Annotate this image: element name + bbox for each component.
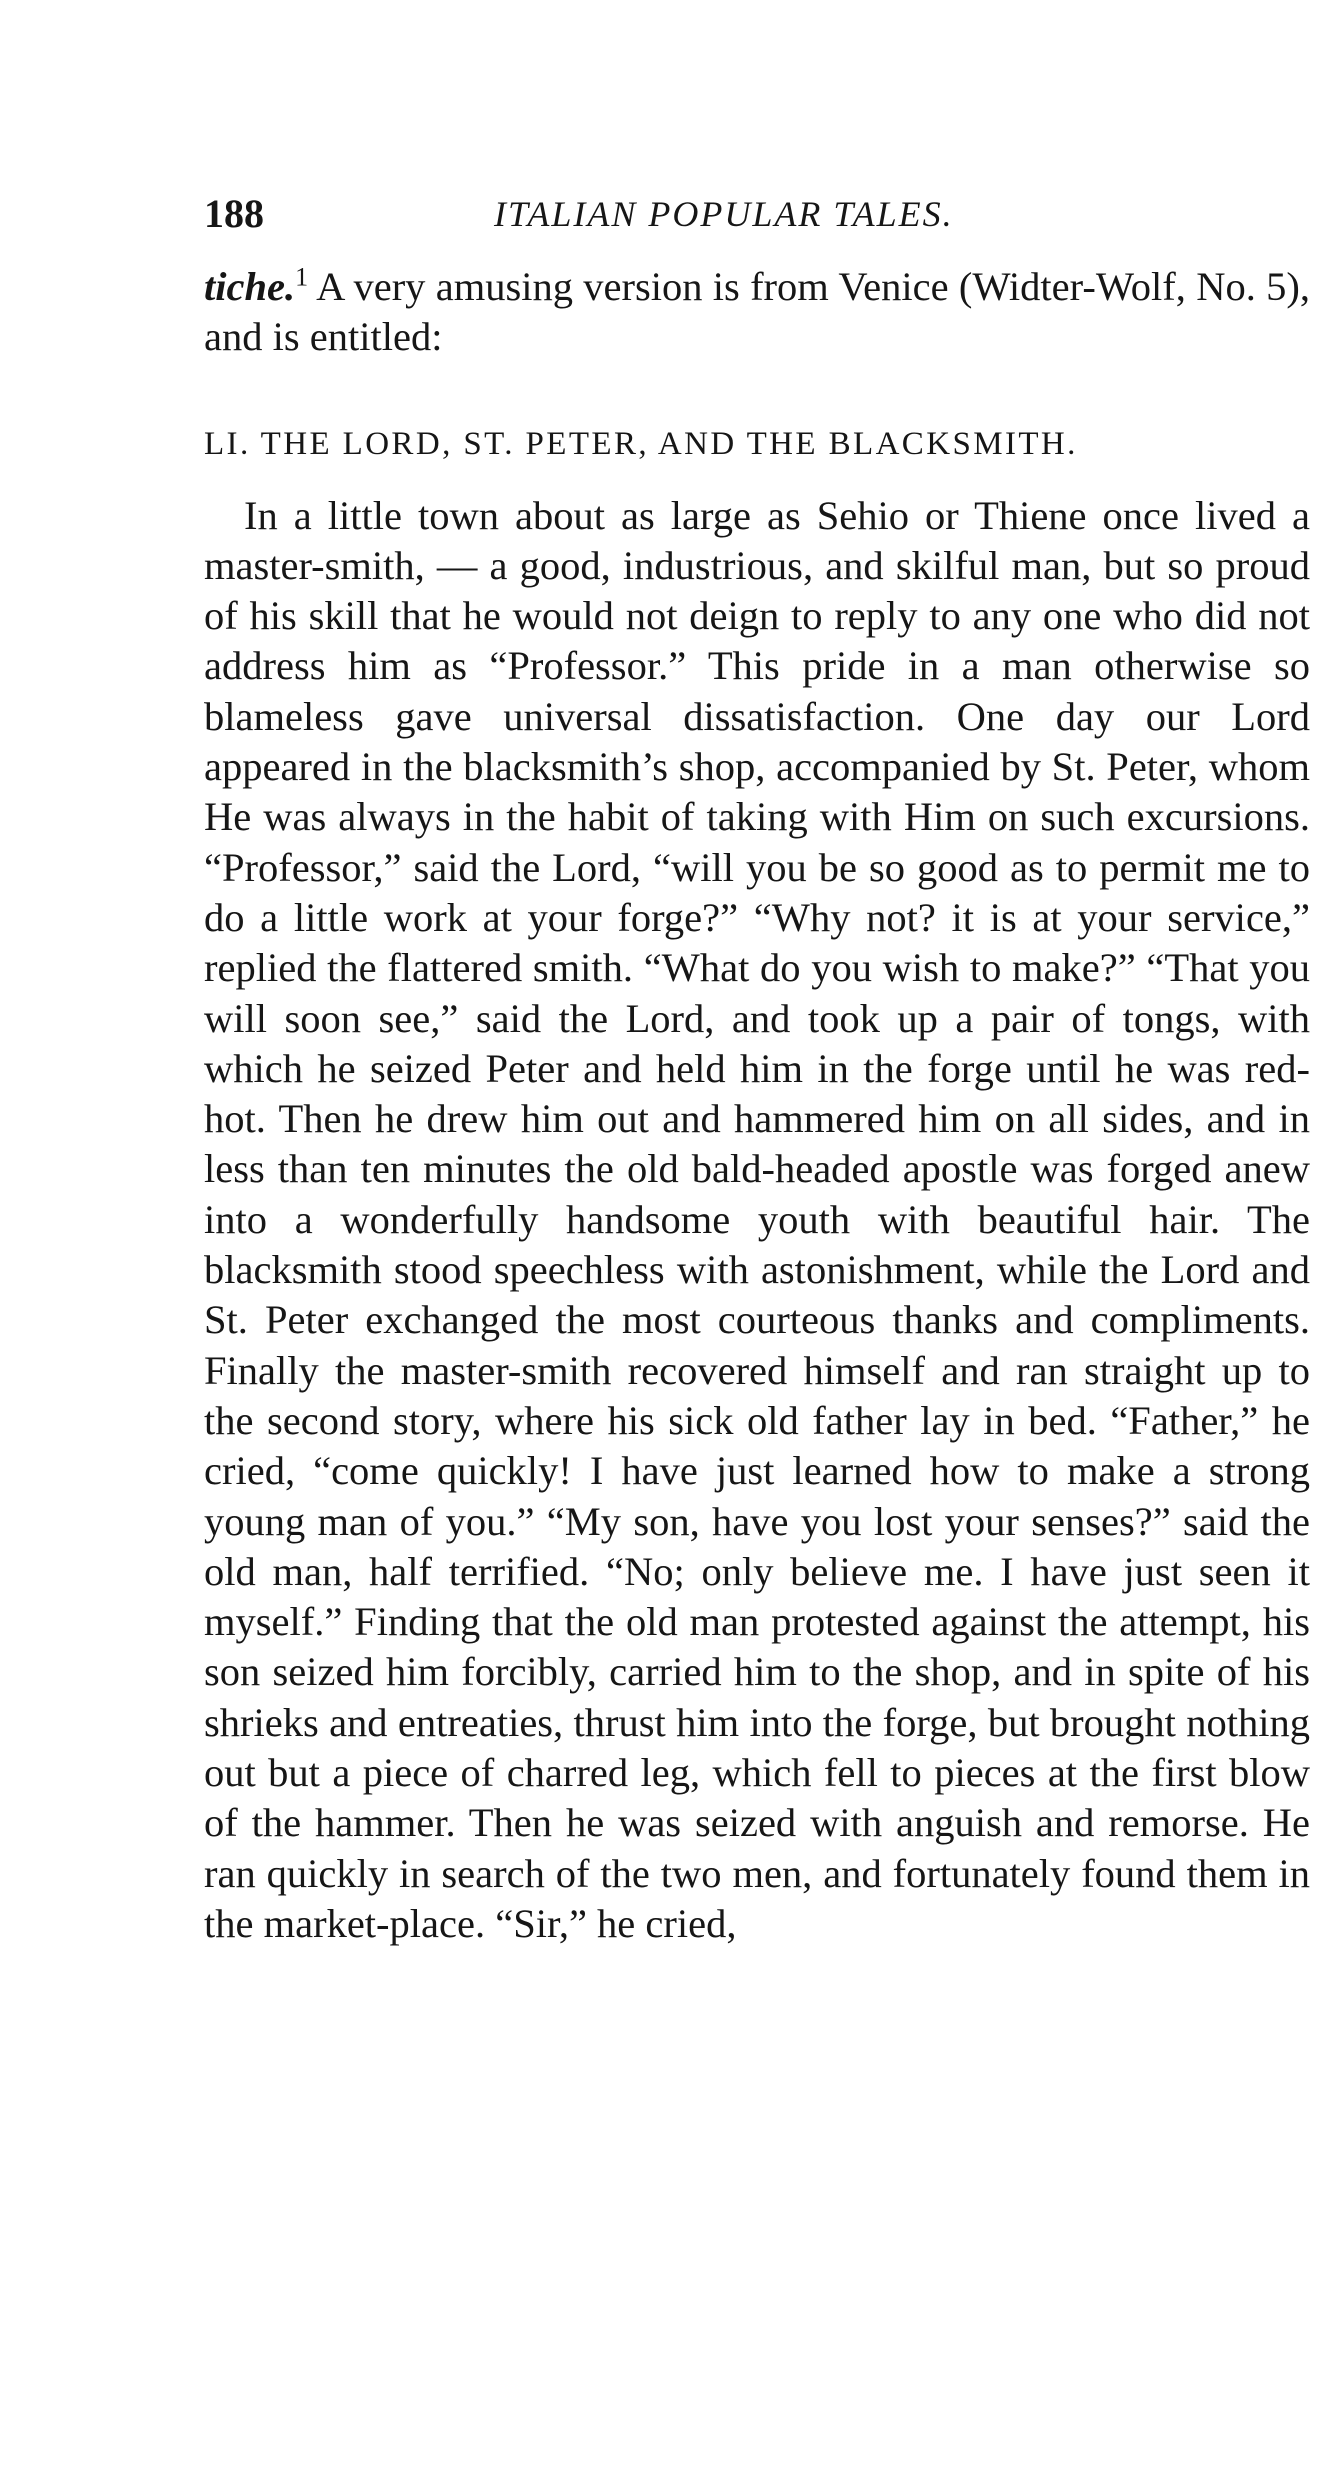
footnote-marker: 1 [295,262,309,292]
running-title: ITALIAN POPULAR TALES. [494,194,954,234]
opening-paragraph [204,262,1310,363]
text-block [204,262,1310,1949]
opening-text: A very amusing version is from Venice (Widter-Wolf, No. 5), and is entitled: [204,264,1310,360]
running-head [204,188,1310,240]
page-number: 188 [204,191,264,236]
italic-word: tiche. [204,264,296,309]
chapter-heading: LI. THE LORD, ST. PETER, AND THE BLACKSMITH. [204,425,1078,462]
body-paragraph: In a little town about as large as Sehio or Thiene once lived a master-smith, — a good, industrious, and skilful man, but so proud of his skill that he would not deign to reply to any one who did not address him as “Professor.” This pride in a man otherwise so blameless gave universal dissatisfaction. One day our Lord appeared in the blacksmith’s shop, accompanied by St. Peter, whom He was always in the habit of taking with Him on such excursions. “Professor,” said the Lord, “will you be so good as to permit me to do a little work at your forge?” “Why not? it is at your service,” replied the flattered smith. “What do you wish to make?” “That you will soon see,” said the Lord, and took up a pair of tongs, with which he seized Peter and held him in the forge until he was red-hot. Then he drew him out and hammered him on all sides, and in less than ten minutes the old bald-headed apostle was forged anew into a wonderfully handsome youth with beautiful hair. The blacksmith stood speechless with astonishment, while the Lord and St. Peter exchanged the most courteous thanks and compliments. Finally the master-smith recovered himself and ran straight up to the second story, where his sick old father lay in bed. “Father,” he cried, “come quickly! I have just learned how to make a strong young man of you.” “My son, have you lost your senses?” said the old man, half terrified. “No; only believe me. I have just seen it myself.” Finding that the old man protested against the attempt, his son seized him forcibly, carried him to the shop, and in spite of his shrieks and entreaties, thrust him into the forge, but brought nothing out but a piece of charred leg, which fell to pieces at the first blow of the hammer. Then he was seized with anguish and remorse. He ran quickly in search of the two men, and fortunately found them in the market-place. “Sir,” he cried, [204,492,1310,1946]
